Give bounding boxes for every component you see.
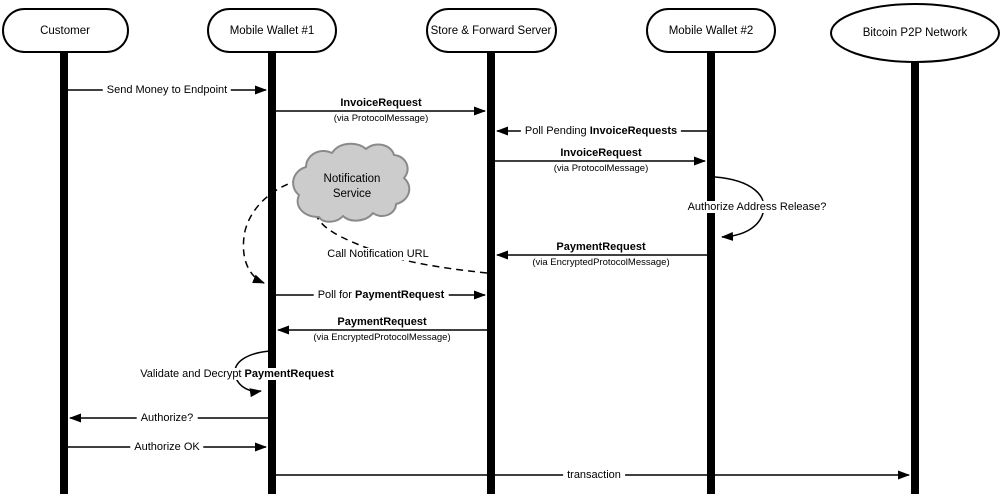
- label-invoice-request-to-server-title: InvoiceRequest: [340, 97, 422, 109]
- actor-label-mobile-wallet-2: Mobile Wallet #2: [668, 25, 754, 37]
- label-payment-request-to-wallet1: [313, 317, 450, 343]
- label-poll-for-payment-pre: Poll for: [317, 289, 356, 301]
- actor-label-bitcoin-p2p-network: Bitcoin P2P Network: [862, 27, 968, 39]
- actor-label-mobile-wallet-1: Mobile Wallet #1: [229, 25, 315, 37]
- actor-label-store-forward-server: Store & Forward Server: [430, 25, 552, 37]
- label-validate-and-decrypt-pre: Validate and Decrypt: [140, 368, 245, 380]
- label-poll-for-payment-request: [314, 289, 449, 301]
- notification-service-label-line1: Notification: [323, 173, 381, 185]
- label-poll-for-payment-bold: PaymentRequest: [355, 289, 445, 301]
- label-call-notification-url: Call Notification URL: [323, 248, 432, 260]
- label-payment-request-to-server-title: PaymentRequest: [556, 241, 646, 253]
- label-transaction: transaction: [563, 469, 625, 481]
- label-poll-pending-bold: InvoiceRequests: [589, 125, 678, 137]
- label-invoice-request-to-wallet2: [554, 148, 649, 174]
- notification-service-label-line2: Service: [332, 188, 372, 200]
- lifeline-mobile-wallet-2: [707, 51, 715, 494]
- label-validate-and-decrypt: [136, 368, 338, 380]
- notification-service-label: [324, 172, 381, 202]
- label-poll-pending-pre: Poll Pending: [524, 125, 590, 137]
- lifeline-mobile-wallet-1: [268, 51, 276, 494]
- label-payment-request-to-wallet1-title: PaymentRequest: [337, 316, 427, 328]
- label-authorize-ok: Authorize OK: [130, 441, 203, 453]
- label-invoice-request-to-server: [334, 98, 429, 124]
- lifeline-bitcoin-p2p-network: [911, 61, 919, 494]
- label-send-money: Send Money to Endpoint: [103, 84, 231, 96]
- actor-label-customer: Customer: [40, 25, 90, 37]
- label-validate-and-decrypt-bold: PaymentRequest: [244, 368, 334, 380]
- label-invoice-request-to-wallet2-title: InvoiceRequest: [560, 147, 642, 159]
- lifeline-store-forward-server: [487, 51, 495, 494]
- lifeline-customer: [60, 51, 68, 494]
- label-authorize-address-release: Authorize Address Release?: [684, 201, 831, 213]
- label-invoice-request-to-server-via: (via ProtocolMessage): [333, 113, 429, 124]
- label-authorize-question: Authorize?: [137, 412, 198, 424]
- label-payment-request-to-wallet1-via: (via EncryptedProtocolMessage): [313, 332, 451, 343]
- label-payment-request-to-server-via: (via EncryptedProtocolMessage): [532, 257, 670, 268]
- label-invoice-request-to-wallet2-via: (via ProtocolMessage): [553, 163, 649, 174]
- label-poll-pending-invoice-requests: [521, 125, 681, 137]
- label-payment-request-to-server: [532, 242, 669, 268]
